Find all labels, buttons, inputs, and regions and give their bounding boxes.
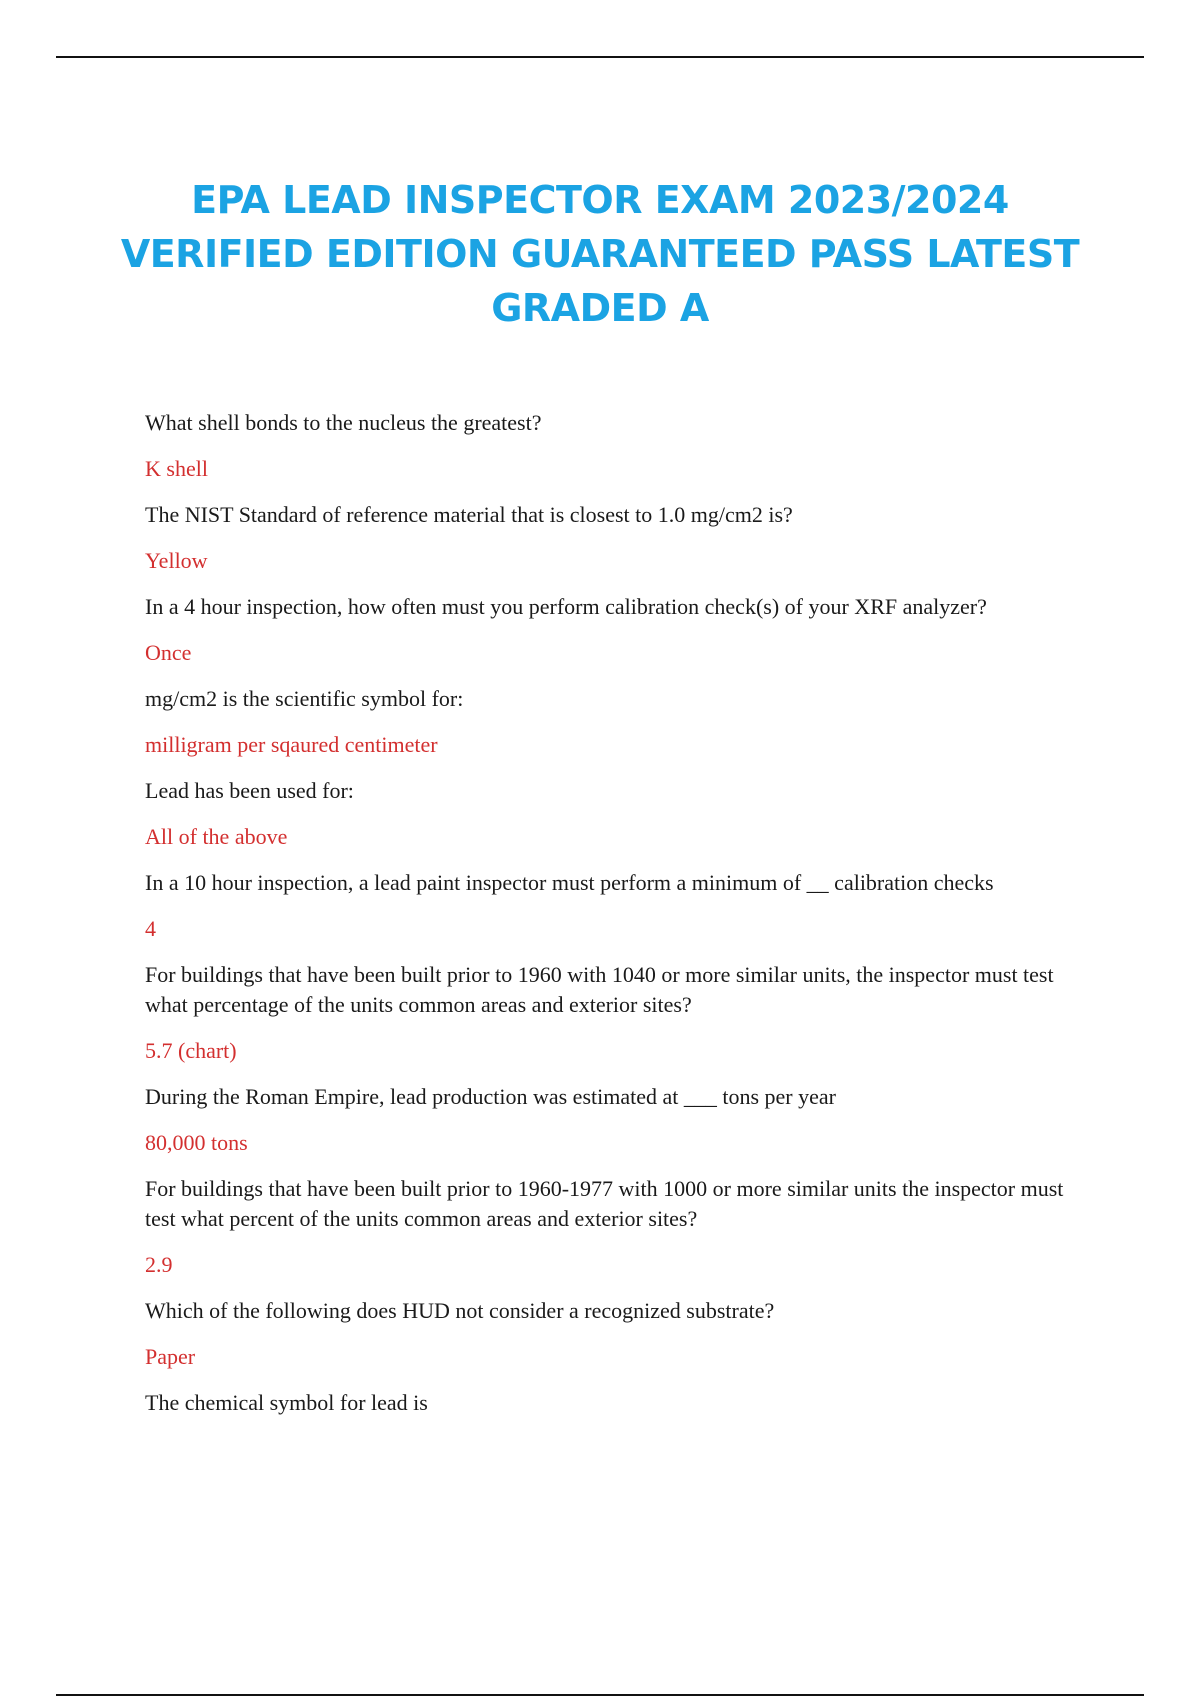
question-7: For buildings that have been built prior to 1960 with 1040 or more similar units, the inspector must test what percentage of the units common areas and exterior sites? [145, 962, 1054, 1017]
answer-10: Paper [145, 1344, 196, 1369]
answer-4: milligram per sqaured centimeter [145, 732, 438, 757]
answer-1: K shell [145, 456, 208, 481]
question-11: The chemical symbol for lead is [145, 1390, 428, 1415]
answer-7: 5.7 (chart) [145, 1038, 237, 1063]
question-6: In a 10 hour inspection, a lead paint inspector must perform a minimum of __ calibration checks [145, 870, 994, 895]
question-8: During the Roman Empire, lead production was estimated at ___ tons per year [145, 1084, 836, 1109]
question-9: For buildings that have been built prior to 1960-1977 with 1000 or more similar units the inspector must test what percent of the units common areas and exterior sites? [145, 1176, 1064, 1231]
bottom-rule [56, 1694, 1144, 1696]
top-rule [56, 56, 1144, 58]
answer-6: 4 [145, 916, 156, 941]
question-1: What shell bonds to the nucleus the greatest? [145, 410, 542, 435]
answer-9: 2.9 [145, 1252, 173, 1277]
question-10: Which of the following does HUD not consider a recognized substrate? [145, 1298, 775, 1323]
qa-list [145, 408, 1090, 1434]
answer-8: 80,000 tons [145, 1130, 248, 1155]
question-3: In a 4 hour inspection, how often must you perform calibration check(s) of your XRF analyzer? [145, 594, 987, 619]
answer-2: Yellow [145, 548, 208, 573]
document-title: EPA LEAD INSPECTOR EXAM 2023/2024 VERIFIED EDITION GUARANTEED PASS LATEST GRADED A [120, 178, 1080, 331]
question-2: The NIST Standard of reference material that is closest to 1.0 mg/cm2 is? [145, 502, 793, 527]
answer-3: Once [145, 640, 192, 665]
answer-5: All of the above [145, 824, 288, 849]
question-4: mg/cm2 is the scientific symbol for: [145, 686, 464, 711]
question-5: Lead has been used for: [145, 778, 354, 803]
